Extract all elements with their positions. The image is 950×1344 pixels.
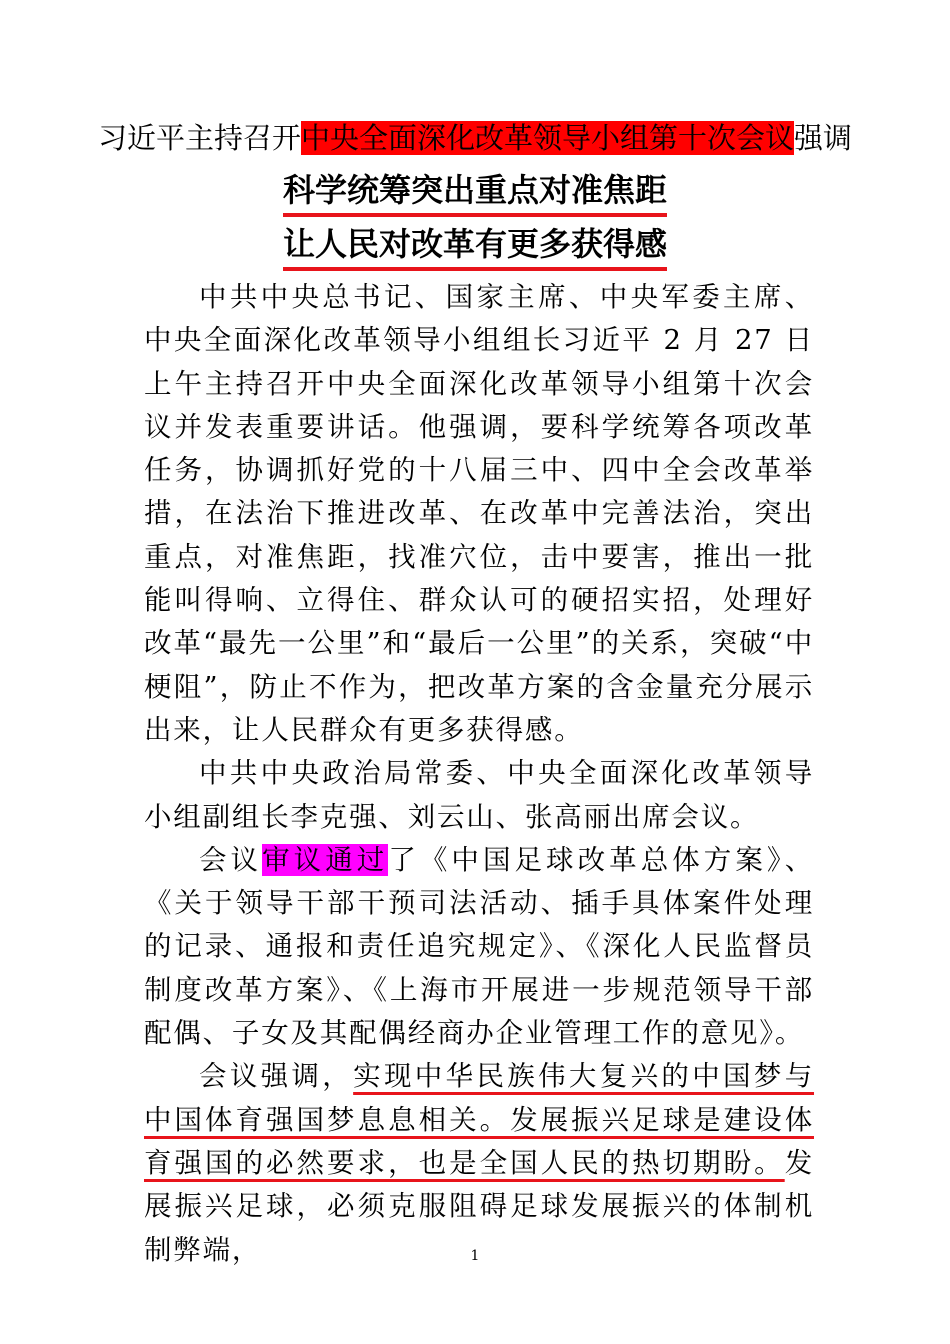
paragraph-4-underlined: 实现中华民族伟大复兴的中国梦与中国体育强国梦息息相关。发展振兴足球是建设体育强国的必然要求，也是全国人民的热切期盼。 [144, 1060, 815, 1179]
article-body [144, 276, 814, 1272]
headline-line-2-text: 让人民对改革有更多获得感 [283, 222, 667, 271]
paragraph-3-before: 会议 [199, 843, 263, 876]
paragraph-3-after: 了《中国足球改革总体方案》、《关于领导干部干预司法活动、插手具体案件处理的记录、通报和责任追究规定》、《深化人民监督员制度改革方案》、《上海市开展进一步规范领导干部配偶、子女及其配偶经商办企业管理工作的意见》。 [144, 843, 815, 1050]
title-prefix: 习近平主持召开 [97, 121, 301, 155]
paragraph-2: 中共中央政治局常委、中央全面深化改革领导小组副组长李克强、刘云山、张高丽出席会议。 [144, 757, 814, 833]
title-highlighted-meeting: 中央全面深化改革领导小组第十次会议 [300, 121, 794, 155]
paragraph-4-after: 发展振兴足球，必须克服阻碍足球发展振兴的体制机制弊端， [144, 1146, 814, 1266]
headline-line-1 [0, 168, 950, 217]
title-suffix: 强调 [794, 121, 853, 155]
paragraph-3 [144, 839, 814, 1055]
paragraph-3-highlight: 审议通过 [262, 843, 389, 876]
document-title [0, 118, 950, 158]
headline-line-2 [0, 222, 950, 271]
paragraph-4-before: 会议强调， [199, 1060, 354, 1093]
paragraph-1: 中共中央总书记、国家主席、中央军委主席、中央全面深化改革领导小组组长习近平 2 月 27 日上午主持召开中央全面深化改革领导小组第十次会议并发表重要讲话。他强调，要科学统筹各项改革任务，协调抓好党的十八届三中、四中全会改革举措，在法治下推进改革、在改革中完善法治，突出重点，对准焦距，找准穴位，击中要害，推出一批能叫得响、立得住、群众认可的硬招实招，处理好改革“最先一公里”和“最后一公里”的关系，突破“中梗阻”，防止不作为，把改革方案的含金量充分展示出来，让人民群众有更多获得感。 [144, 281, 814, 746]
page-number: 1 [470, 1248, 480, 1264]
paragraph-4 [144, 1055, 814, 1271]
headline-line-1-text: 科学统筹突出重点对准焦距 [283, 168, 667, 217]
